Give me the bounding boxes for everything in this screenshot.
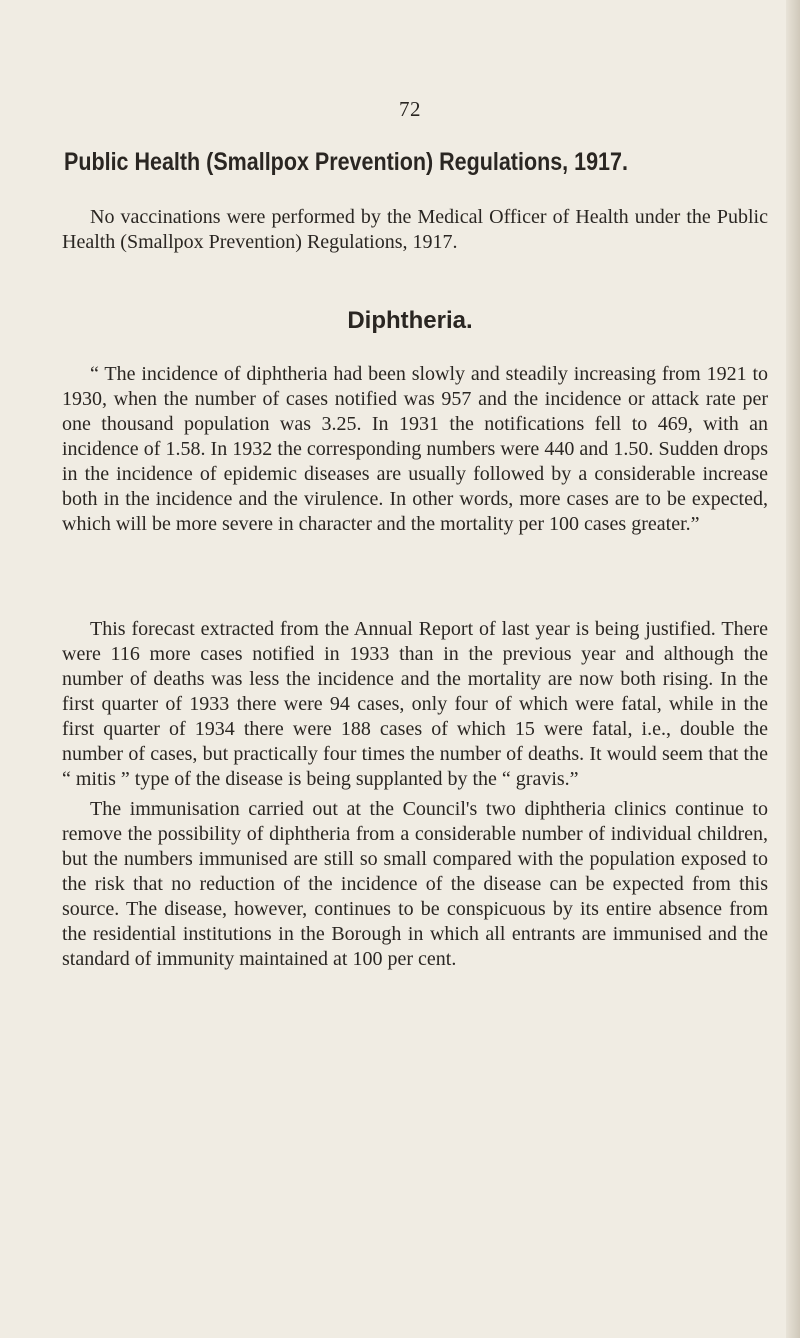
section-heading-smallpox: Public Health (Smallpox Prevention) Regulations, 1917. bbox=[64, 148, 628, 176]
page-edge-shadow bbox=[786, 0, 800, 1338]
paragraph-vaccinations: No vaccinations were performed by the Medical Officer of Health under the Public Health (Smallpox Prevention) Regulations, 1917. bbox=[62, 206, 768, 253]
page-number: 72 bbox=[399, 97, 421, 121]
paragraph-forecast: This forecast extracted from the Annual Report of last year is being justified. There were 116 more cases notified in 1933 than in the previous year and although the number of deaths was less the incidence and the mortality are now both rising. In the first quarter of 1933 there were 94 cases, only four of which were fatal, while in the first quarter of 1934 there were 188 cases of which 15 were fatal, i.e., double the number of cases, but practically four times the number of deaths. It would seem that the “ mitis ” type of the disease is being supplanted by the “ gravis.” bbox=[62, 618, 768, 790]
paragraph-diphtheria-quote: “ The incidence of diphtheria had been slowly and steadily increasing from 1921 to 1930, when the number of cases notified was 957 and the incidence or attack rate per one thousand population was 3.25. In 1931 the notifications fell to 469, with an incidence of 1.58. In 1932 the corresponding numbers were 440 and 1.50. Sudden drops in the incidence of epidemic diseases are usually followed by a considerable increase both in the incidence and the virulence. In other words, more cases are to be expected, which will be more severe in character and the mortality per 100 cases greater.” bbox=[62, 363, 768, 535]
paragraph-immunisation: The immunisation carried out at the Council's two diphtheria clinics continue to remove the possibility of diphtheria from a considerable number of individual children, but the numbers immunised are still so small compared with the population exposed to the risk that no reduction of the incidence of the disease can be expected from this source. The disease, however, continues to be conspicuous by its entire absence from the residential institutions in the Borough in which all entrants are immunised and the standard of immunity maintained at 100 per cent. bbox=[62, 798, 768, 970]
section-heading-diphtheria: Diphtheria. bbox=[347, 307, 473, 334]
